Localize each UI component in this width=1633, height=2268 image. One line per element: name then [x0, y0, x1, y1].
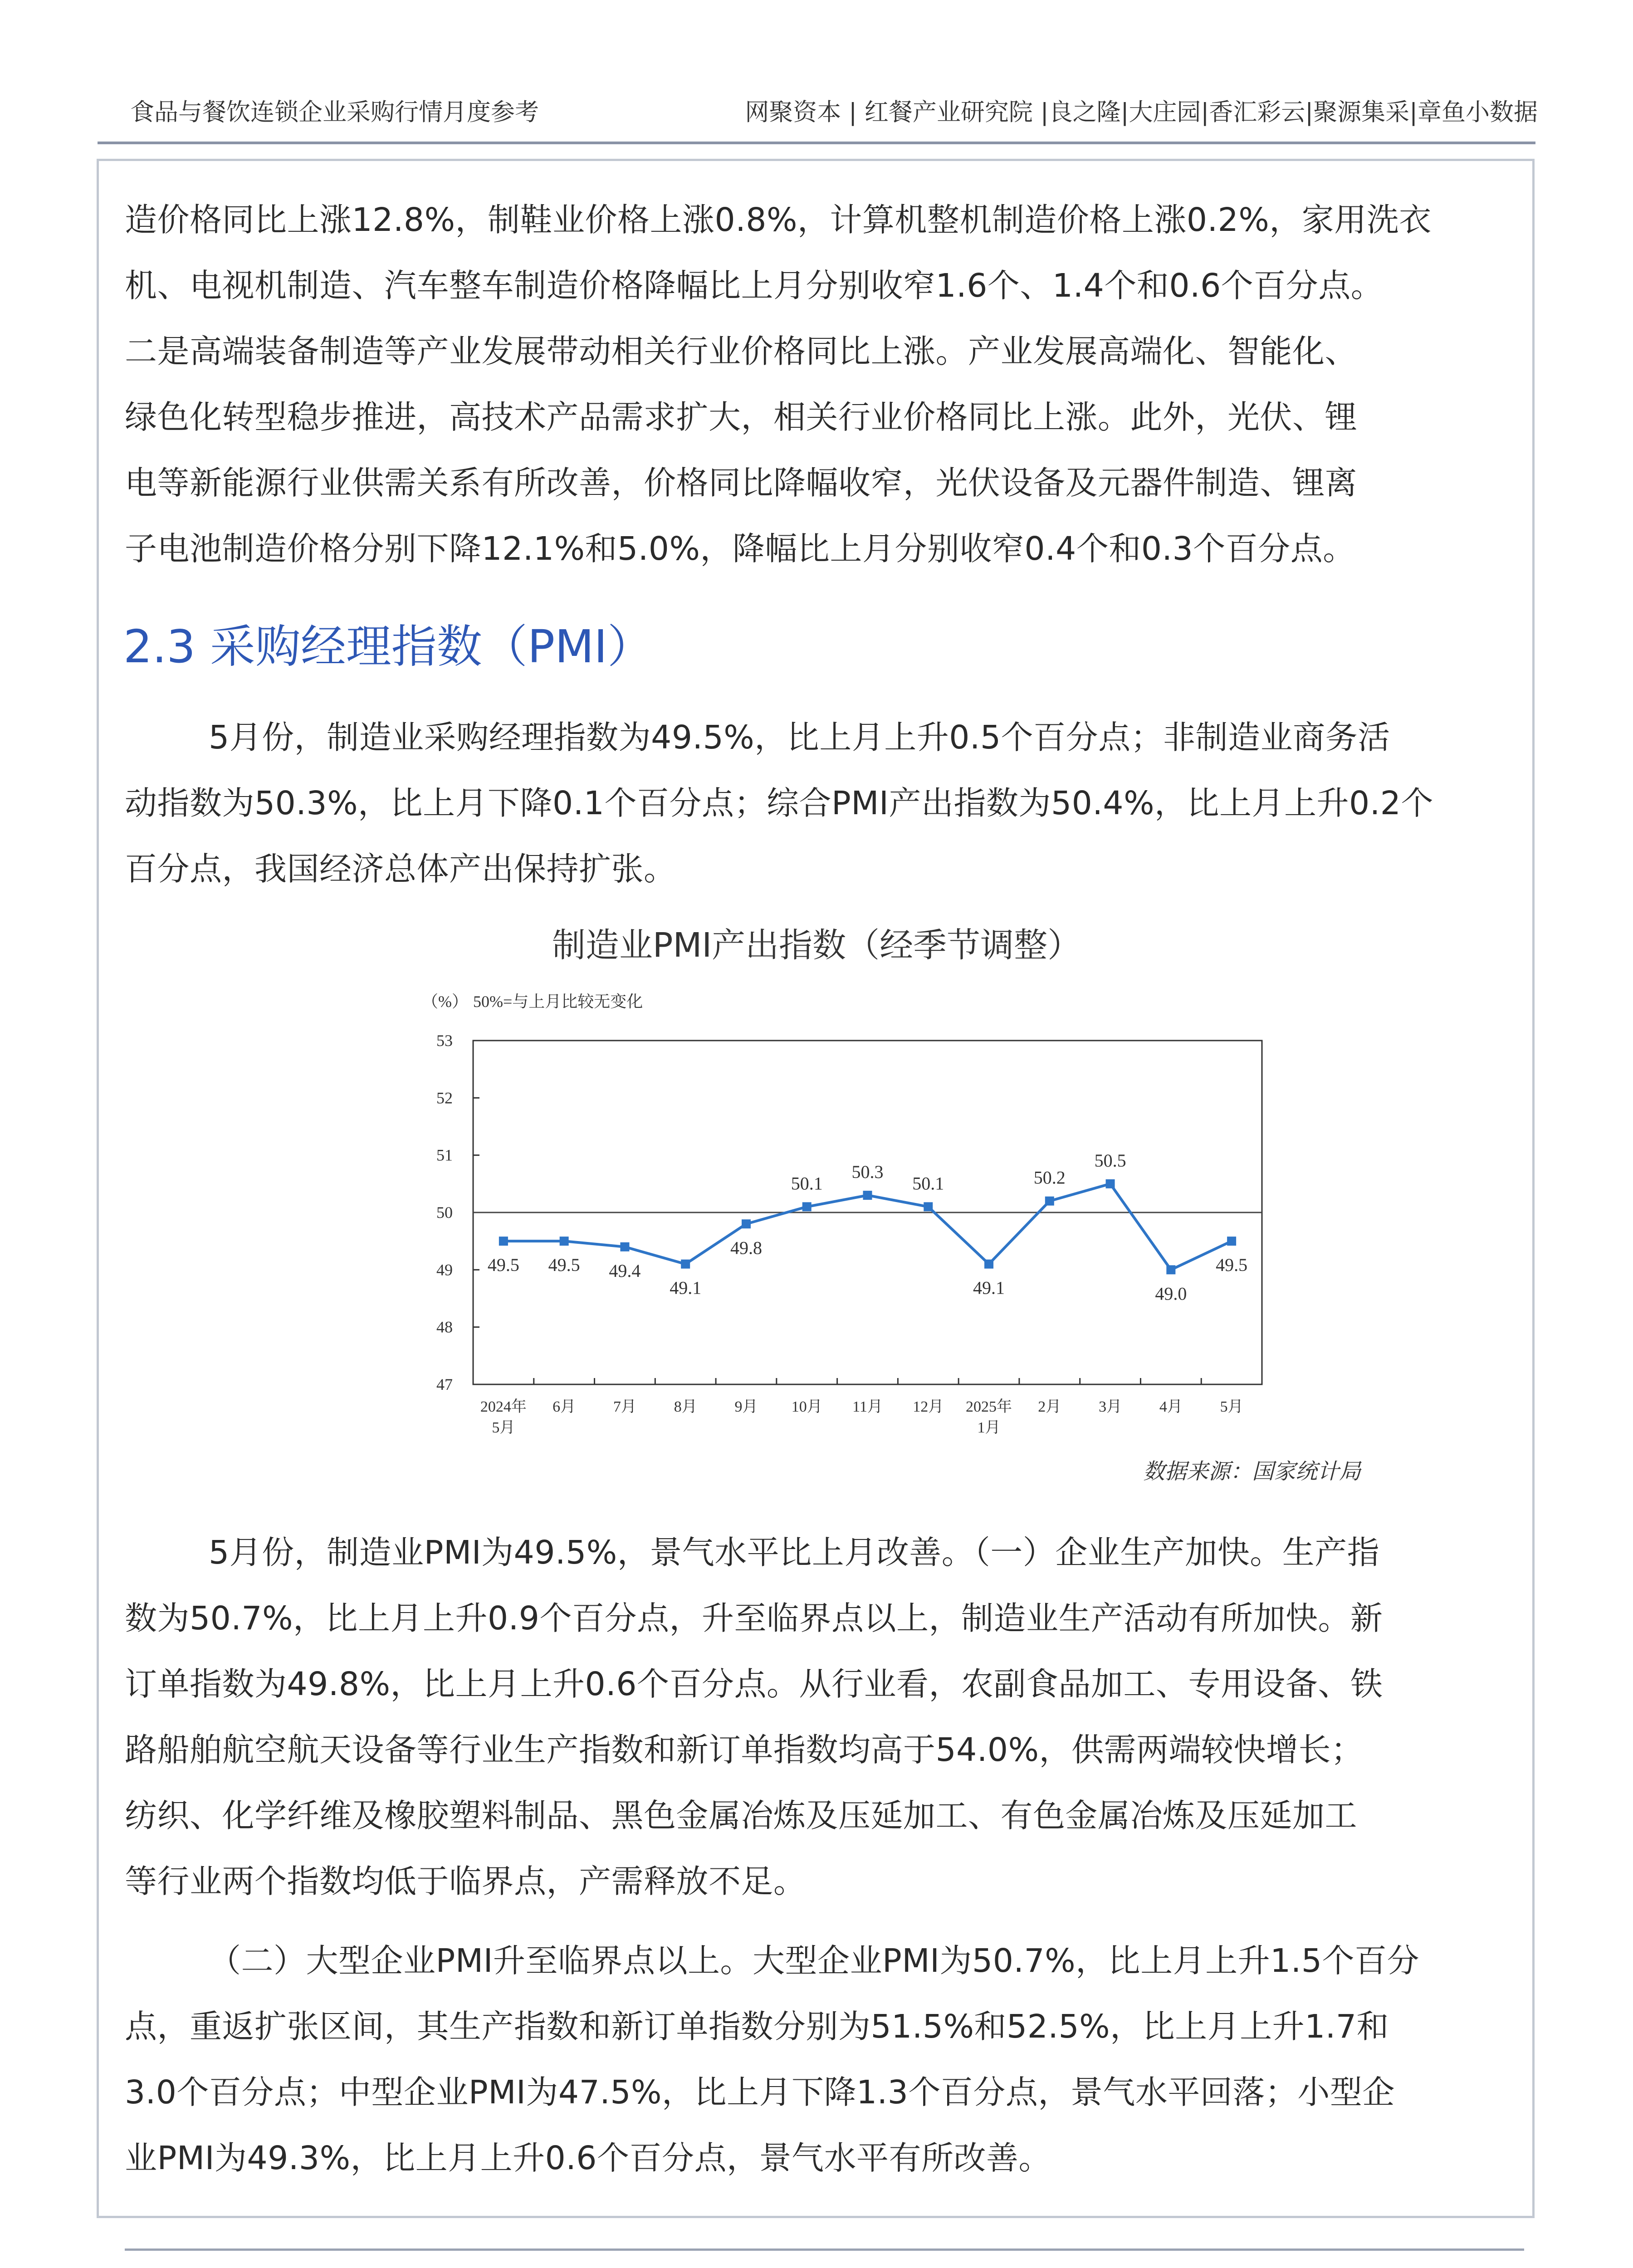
data-label: 49.4 — [609, 1260, 641, 1281]
data-point — [802, 1202, 812, 1211]
data-point — [681, 1260, 690, 1269]
text-line: 绿色化转型稳步推进，高技术产品需求扩大，相关行业价格同比上涨。此外，光伏、锂 — [125, 398, 1358, 436]
x-tick-label: 6月 — [552, 1398, 576, 1415]
data-point — [1166, 1265, 1175, 1274]
y-tick-label: 48 — [436, 1318, 453, 1336]
x-tick-label: 2月 — [1038, 1398, 1061, 1415]
text-line: 路船舶航空航天设备等行业生产指数和新订单指数均高于54.0%，供需两端较快增长； — [125, 1731, 1364, 1769]
section-heading-pmi: 2.3 采购经理指数（PMI） — [123, 620, 653, 673]
data-label: 49.8 — [730, 1237, 762, 1258]
y-tick-label: 49 — [436, 1261, 453, 1279]
paragraph-price-trends — [125, 187, 1520, 582]
x-tick-label: 1月 — [977, 1419, 1001, 1436]
header-report-title: 食品与餐饮连锁企业采购行情月度参考 — [130, 98, 539, 126]
data-point — [1106, 1179, 1115, 1188]
text-line: 机、电视机制造、汽车整车制造价格降幅比上月分别收窄1.6个、1.4个和0.6个百分点。 — [125, 267, 1384, 304]
text-line: 数为50.7%，比上月上升0.9个百分点，升至临界点以上，制造业生产活动有所加快。新 — [125, 1599, 1383, 1637]
data-label: 49.5 — [548, 1255, 580, 1276]
y-tick-label: 53 — [436, 1031, 453, 1050]
data-label: 50.5 — [1094, 1150, 1126, 1171]
data-label: 49.5 — [487, 1255, 519, 1276]
x-tick-label: 5月 — [492, 1419, 515, 1436]
text-line: 点，重返扩张区间，其生产指数和新订单指数分别为51.5%和52.5%，比上月上升1.7和 — [125, 2008, 1389, 2045]
paragraph-manufacturing-pmi — [125, 1520, 1520, 1914]
text-line: 造价格同比上涨12.8%，制鞋业价格上涨0.8%，计算机整机制造价格上涨0.2%，家用洗衣 — [125, 201, 1432, 239]
x-tick-label: 11月 — [852, 1398, 883, 1415]
text-line: 子电池制造价格分别下降12.1%和5.0%，降幅比上月分别收窄0.4个和0.3个百分点。 — [125, 530, 1355, 567]
data-label: 50.2 — [1033, 1167, 1066, 1188]
y-tick-label: 52 — [436, 1089, 453, 1107]
x-tick-label: 9月 — [734, 1398, 758, 1415]
text-line: 等行业两个指数均低于临界点，产需释放不足。 — [125, 1862, 806, 1900]
y-tick-label: 47 — [436, 1375, 453, 1393]
data-point — [499, 1237, 508, 1246]
data-point — [1045, 1197, 1054, 1206]
data-point — [620, 1242, 629, 1251]
x-tick-label: 7月 — [613, 1398, 636, 1415]
x-tick-label: 3月 — [1099, 1398, 1122, 1415]
paragraph-pmi-summary — [125, 704, 1520, 902]
data-point — [560, 1237, 569, 1246]
header-divider — [98, 142, 1535, 144]
chart-note: 50%=与上月比较无变化 — [473, 992, 643, 1011]
text-line: 百分点，我国经济总体产出保持扩张。 — [125, 850, 676, 888]
y-tick-label: 50 — [436, 1203, 453, 1222]
data-label: 49.0 — [1155, 1283, 1187, 1304]
data-point — [742, 1219, 751, 1228]
x-tick-label: 4月 — [1159, 1398, 1183, 1415]
text-line: 纺织、化学纤维及橡胶塑料制品、黑色金属冶炼及压延加工、有色金属冶炼及压延加工 — [125, 1797, 1358, 1834]
data-label: 49.1 — [670, 1277, 702, 1298]
pmi-line-chart — [422, 984, 1284, 1456]
text-line: 5月份，制造业PMI为49.5%，景气水平比上月改善。（一）企业生产加快。生产指 — [209, 1534, 1380, 1571]
data-label: 50.3 — [851, 1162, 884, 1183]
data-label: 50.1 — [912, 1173, 944, 1194]
chart-source: 数据来源：国家统计局 — [1143, 1459, 1361, 1484]
x-tick-label: 10月 — [791, 1398, 822, 1415]
text-line: 订单指数为49.8%，比上月上升0.6个百分点。从行业看，农副食品加工、专用设备、铁 — [125, 1665, 1383, 1703]
x-tick-label: 2024年 — [480, 1398, 527, 1415]
data-label: 50.1 — [791, 1173, 823, 1194]
data-point — [1227, 1237, 1236, 1246]
data-point — [924, 1202, 933, 1211]
text-line: 3.0个百分点；中型企业PMI为47.5%，比上月下降1.3个百分点，景气水平回落；小型企 — [125, 2073, 1395, 2111]
text-line: 电等新能源行业供需关系有所改善，价格同比降幅收窄，光伏设备及元器件制造、锂离 — [125, 464, 1358, 502]
data-label: 49.1 — [973, 1277, 1005, 1298]
data-point — [863, 1191, 872, 1200]
text-line: 业PMI为49.3%，比上月上升0.6个百分点，景气水平有所改善。 — [125, 2139, 1051, 2177]
x-tick-label: 12月 — [913, 1398, 944, 1415]
text-line: 5月份，制造业采购经理指数为49.5%，比上月上升0.5个百分点；非制造业商务活 — [209, 719, 1390, 756]
text-line: （二）大型企业PMI升至临界点以上。大型企业PMI为50.7%，比上月上升1.5个百分 — [209, 1942, 1419, 1980]
header-publishers: 网聚资本 | 红餐产业研究院 |良之隆|大庄园|香汇彩云|聚源集采|章鱼小数据 — [745, 98, 1538, 126]
chart-title: 制造业PMI产出指数（经季节调整） — [552, 926, 1081, 965]
text-line: 动指数为50.3%，比上月下降0.1个百分点；综合PMI产出指数为50.4%，比上月上升0.2个 — [125, 784, 1433, 822]
y-tick-label: 51 — [436, 1146, 453, 1164]
x-tick-label: 2025年 — [966, 1398, 1012, 1415]
x-tick-label: 5月 — [1220, 1398, 1243, 1415]
footer-divider — [125, 2248, 1524, 2251]
chart-unit-label: （%） — [422, 992, 468, 1011]
text-line: 二是高端装备制造等产业发展带动相关行业价格同比上涨。产业发展高端化、智能化、 — [125, 332, 1358, 370]
data-label: 49.5 — [1216, 1255, 1248, 1276]
x-tick-label: 8月 — [674, 1398, 697, 1415]
paragraph-enterprise-size-pmi — [125, 1928, 1520, 2191]
data-point — [984, 1260, 993, 1269]
